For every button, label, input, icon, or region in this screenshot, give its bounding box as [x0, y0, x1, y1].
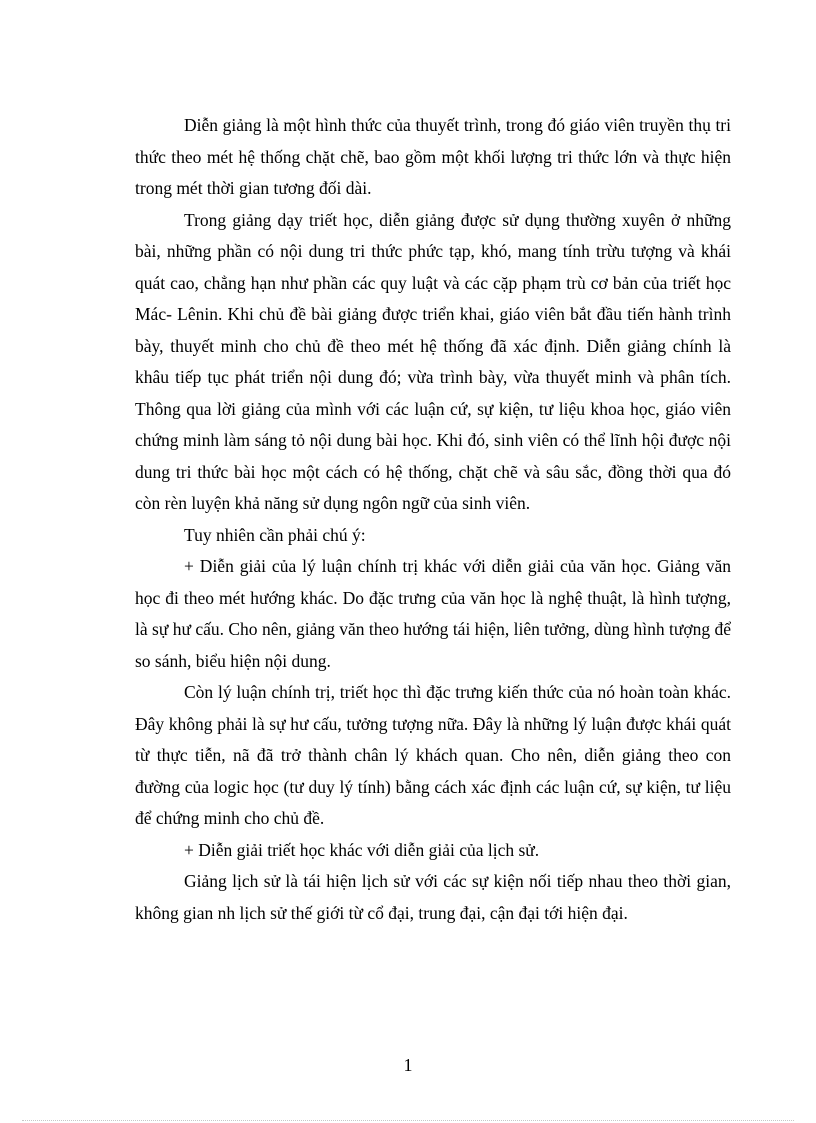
paragraph-vs-literature: + Diễn giải của lý luận chính trị khác với diễn giải của văn học. Giảng văn học đi theo mét hướng khác. Do đặc trưng của văn học là nghệ thuật, là hình tượng, là sự hư cấu. Cho nên, giảng văn theo hướng tái hiện, liên tưởng, dùng hình tượng để so sánh, biểu hiện nội dung.	[135, 556, 731, 671]
page-bottom-divider	[22, 1120, 794, 1121]
body-text	[135, 110, 731, 929]
paragraph-political-theory: Còn lý luận chính trị, triết học thì đặc trưng kiến thức của nó hoàn toàn khác. Đây không phải là sự hư cấu, tưởng tượng nữa. Đây là những lý luận được khái quát từ thực tiễn, nã đã trở thành chân lý khách quan. Cho nên, diễn giảng theo con đường của logic học (tư duy lý tính) bằng cách xác định các luận cứ, sự kiện, tư liệu để chứng minh cho chủ đề.	[135, 682, 731, 828]
page-number: 1	[403, 1055, 413, 1075]
paragraph-philosophy-teaching: Trong giảng dạy triết học, diễn giảng được sử dụng thường xuyên ở những bài, những phần có nội dung tri thức phức tạp, khó, mang tính trừu tượng và khái quát cao, chẳng hạn như phần các quy luật và các cặp phạm trù cơ bản của triết học Mác- Lênin. Khi chủ đề bài giảng được triển khai, giáo viên bắt đầu tiến hành trình bày, thuyết minh cho chủ đề theo mét hệ thống đã xác định. Diễn giảng chính là khâu tiếp tục phát triển nội dung đó; vừa trình bày, vừa thuyết minh và phân tích. Thông qua lời giảng của mình với các luận cứ, sự kiện, tư liệu khoa học, giáo viên chứng minh làm sáng tỏ nội dung bài học. Khi đó, sinh viên có thể lĩnh hội được nội dung tri thức bài học một cách có hệ thống, chặt chẽ và sâu sắc, đồng thời qua đó còn rèn luyện khả năng sử dụng ngôn ngữ của sinh viên.	[135, 209, 731, 513]
paragraph-definition: Diễn giảng là một hình thức của thuyết trình, trong đó giáo viên truyền thụ tri thức theo mét hệ thống chặt chẽ, bao gồm một khối lượng tri thức lớn và thực hiện trong mét thời gian tương đối dài.	[135, 115, 731, 198]
paragraph-history-teaching: Giảng lịch sử là tái hiện lịch sử với các sự kiện nối tiếp nhau theo thời gian, không gian nh lịch sử thế giới từ cổ đại, trung đại, cận đại tới hiện đại.	[135, 871, 731, 923]
paragraph-note-intro: Tuy nhiên cần phải chú ý:	[184, 524, 366, 545]
paragraph-vs-history: + Diễn giải triết học khác với diễn giải của lịch sử.	[184, 839, 540, 860]
